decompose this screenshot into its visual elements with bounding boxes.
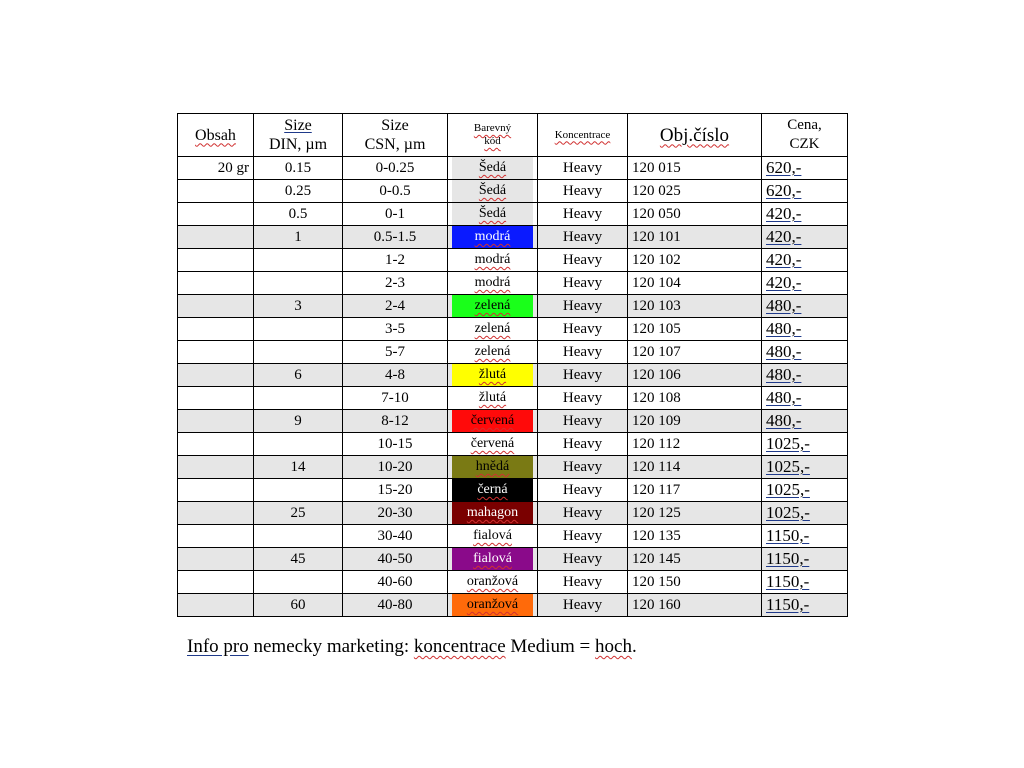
header-cena: Cena, CZK xyxy=(762,114,848,157)
cell-obj-cislo: 120 112 xyxy=(628,433,762,456)
cell-koncentrace: Heavy xyxy=(538,364,628,387)
cell-size-din xyxy=(254,525,343,548)
cell-koncentrace: Heavy xyxy=(538,295,628,318)
cell-obsah xyxy=(178,364,254,387)
cell-cena xyxy=(762,364,848,387)
cell-koncentrace: Heavy xyxy=(538,571,628,594)
cell-color-code xyxy=(448,479,538,502)
color-swatch-label: oranžová xyxy=(452,571,533,593)
header-obsah: Obsah xyxy=(178,114,254,157)
table-row xyxy=(178,295,848,318)
table-row xyxy=(178,180,848,203)
price-value: 1150,- xyxy=(766,595,810,614)
cell-cena xyxy=(762,594,848,617)
cell-size-din xyxy=(254,433,343,456)
cell-obsah xyxy=(178,272,254,295)
color-swatch-label: červená xyxy=(452,410,533,432)
cell-size-csn: 10-20 xyxy=(343,456,448,479)
note-part-5: hoch xyxy=(595,636,632,657)
note-part-3: koncentrace xyxy=(413,636,506,657)
header-size-csn: Size CSN, µm xyxy=(343,114,448,157)
cell-size-csn: 40-50 xyxy=(343,548,448,571)
cell-size-din: 25 xyxy=(254,502,343,525)
cell-color-code xyxy=(448,387,538,410)
color-swatch-label: zelená xyxy=(452,318,533,340)
price-value: 420,- xyxy=(766,204,802,223)
cell-cena xyxy=(762,548,848,571)
cell-cena xyxy=(762,525,848,548)
cell-obj-cislo: 120 101 xyxy=(628,226,762,249)
cell-obj-cislo: 120 145 xyxy=(628,548,762,571)
cell-koncentrace: Heavy xyxy=(538,203,628,226)
cell-koncentrace: Heavy xyxy=(538,341,628,364)
cell-size-csn: 40-80 xyxy=(343,594,448,617)
color-swatch-label: zelená xyxy=(452,341,533,363)
cell-size-csn: 7-10 xyxy=(343,387,448,410)
cell-size-din: 3 xyxy=(254,295,343,318)
cell-obj-cislo: 120 106 xyxy=(628,364,762,387)
cell-koncentrace: Heavy xyxy=(538,433,628,456)
table-row xyxy=(178,226,848,249)
cell-obj-cislo: 120 105 xyxy=(628,318,762,341)
cell-cena xyxy=(762,318,848,341)
cell-obsah xyxy=(178,180,254,203)
cell-size-csn: 20-30 xyxy=(343,502,448,525)
cell-size-csn: 0-0.25 xyxy=(343,157,448,180)
cell-size-csn: 8-12 xyxy=(343,410,448,433)
cell-size-din: 60 xyxy=(254,594,343,617)
cell-koncentrace: Heavy xyxy=(538,456,628,479)
cell-obsah xyxy=(178,548,254,571)
color-swatch-label: fialová xyxy=(452,548,533,570)
cell-color-code xyxy=(448,364,538,387)
cell-obsah xyxy=(178,479,254,502)
cell-obsah xyxy=(178,502,254,525)
cell-cena xyxy=(762,502,848,525)
info-note xyxy=(187,636,637,658)
header-size-din: Size DIN, µm xyxy=(254,114,343,157)
cell-size-csn: 0-0.5 xyxy=(343,180,448,203)
table-row xyxy=(178,272,848,295)
cell-cena xyxy=(762,410,848,433)
cell-obsah xyxy=(178,594,254,617)
cell-size-din: 45 xyxy=(254,548,343,571)
color-swatch-label: fialová xyxy=(452,525,533,547)
color-swatch-label: Šedá xyxy=(452,157,533,179)
cell-size-din: 0.15 xyxy=(254,157,343,180)
table-row xyxy=(178,387,848,410)
price-value: 1025,- xyxy=(766,503,810,522)
cell-obj-cislo: 120 108 xyxy=(628,387,762,410)
color-swatch-label: černá xyxy=(452,479,533,501)
cell-color-code xyxy=(448,456,538,479)
cell-color-code xyxy=(448,295,538,318)
table-row xyxy=(178,318,848,341)
color-swatch-label: oranžová xyxy=(452,594,533,616)
price-value: 1025,- xyxy=(766,434,810,453)
cell-size-din: 6 xyxy=(254,364,343,387)
cell-obsah xyxy=(178,387,254,410)
note-part-6: . xyxy=(631,636,637,657)
table-row xyxy=(178,249,848,272)
cell-color-code xyxy=(448,203,538,226)
cell-obj-cislo: 120 050 xyxy=(628,203,762,226)
cell-koncentrace: Heavy xyxy=(538,272,628,295)
cell-color-code xyxy=(448,157,538,180)
price-value: 480,- xyxy=(766,365,802,384)
note-part-1: Info pro xyxy=(187,636,249,657)
price-value: 420,- xyxy=(766,250,802,269)
cell-obj-cislo: 120 104 xyxy=(628,272,762,295)
cell-cena xyxy=(762,341,848,364)
cell-obj-cislo: 120 025 xyxy=(628,180,762,203)
price-value: 480,- xyxy=(766,342,802,361)
table-row xyxy=(178,594,848,617)
cell-size-din xyxy=(254,479,343,502)
color-swatch-label: žlutá xyxy=(452,364,533,386)
cell-color-code xyxy=(448,594,538,617)
cell-cena xyxy=(762,203,848,226)
price-value: 620,- xyxy=(766,158,802,177)
table-row xyxy=(178,203,848,226)
cell-size-din: 0.5 xyxy=(254,203,343,226)
cell-size-csn: 40-60 xyxy=(343,571,448,594)
cell-size-csn: 30-40 xyxy=(343,525,448,548)
color-swatch-label: modrá xyxy=(452,272,533,294)
cell-koncentrace: Heavy xyxy=(538,594,628,617)
price-value: 1150,- xyxy=(766,526,810,545)
cell-color-code xyxy=(448,272,538,295)
price-value: 1025,- xyxy=(766,480,810,499)
price-value: 480,- xyxy=(766,388,802,407)
cell-color-code xyxy=(448,410,538,433)
cell-size-din: 14 xyxy=(254,456,343,479)
cell-koncentrace: Heavy xyxy=(538,502,628,525)
cell-color-code xyxy=(448,433,538,456)
table-body xyxy=(178,157,848,617)
cell-cena xyxy=(762,295,848,318)
cell-size-csn: 2-3 xyxy=(343,272,448,295)
header-row xyxy=(178,114,848,157)
cell-obj-cislo: 120 109 xyxy=(628,410,762,433)
cell-koncentrace: Heavy xyxy=(538,410,628,433)
cell-koncentrace: Heavy xyxy=(538,226,628,249)
cell-obsah xyxy=(178,249,254,272)
color-swatch-label: modrá xyxy=(452,249,533,271)
cell-obsah xyxy=(178,456,254,479)
cell-color-code xyxy=(448,341,538,364)
cell-koncentrace: Heavy xyxy=(538,548,628,571)
cell-koncentrace: Heavy xyxy=(538,249,628,272)
cell-size-csn: 1-2 xyxy=(343,249,448,272)
cell-cena xyxy=(762,157,848,180)
price-value: 480,- xyxy=(766,411,802,430)
cell-obsah xyxy=(178,410,254,433)
price-value: 620,- xyxy=(766,181,802,200)
cell-color-code xyxy=(448,502,538,525)
cell-color-code xyxy=(448,318,538,341)
cell-koncentrace: Heavy xyxy=(538,180,628,203)
table-row xyxy=(178,364,848,387)
table-row xyxy=(178,479,848,502)
cell-size-din xyxy=(254,249,343,272)
table-row xyxy=(178,456,848,479)
cell-size-csn: 0-1 xyxy=(343,203,448,226)
price-table xyxy=(177,113,848,617)
table-row xyxy=(178,341,848,364)
color-swatch-label: hnědá xyxy=(452,456,533,478)
cell-size-csn: 15-20 xyxy=(343,479,448,502)
cell-obsah xyxy=(178,341,254,364)
cell-cena xyxy=(762,456,848,479)
cell-obj-cislo: 120 103 xyxy=(628,295,762,318)
cell-cena xyxy=(762,571,848,594)
cell-size-din: 1 xyxy=(254,226,343,249)
cell-size-csn: 10-15 xyxy=(343,433,448,456)
cell-size-din xyxy=(254,387,343,410)
cell-koncentrace: Heavy xyxy=(538,318,628,341)
cell-cena xyxy=(762,180,848,203)
note-part-2: nemecky marketing: xyxy=(248,636,414,657)
cell-obsah: 20 gr xyxy=(178,157,254,180)
cell-obj-cislo: 120 125 xyxy=(628,502,762,525)
cell-size-din xyxy=(254,341,343,364)
cell-obsah xyxy=(178,525,254,548)
table-row xyxy=(178,525,848,548)
cell-obsah xyxy=(178,203,254,226)
price-value: 1150,- xyxy=(766,572,810,591)
cell-koncentrace: Heavy xyxy=(538,157,628,180)
table-row xyxy=(178,410,848,433)
color-swatch-label: červená xyxy=(452,433,533,455)
color-swatch-label: žlutá xyxy=(452,387,533,409)
table-row xyxy=(178,502,848,525)
cell-color-code xyxy=(448,226,538,249)
cell-obj-cislo: 120 107 xyxy=(628,341,762,364)
cell-obsah xyxy=(178,433,254,456)
header-obj-cislo: Obj.číslo xyxy=(628,114,762,157)
price-value: 480,- xyxy=(766,319,802,338)
cell-obj-cislo: 120 102 xyxy=(628,249,762,272)
cell-size-din xyxy=(254,272,343,295)
cell-size-din xyxy=(254,318,343,341)
cell-obsah xyxy=(178,226,254,249)
price-value: 420,- xyxy=(766,273,802,292)
cell-cena xyxy=(762,387,848,410)
cell-obj-cislo: 120 117 xyxy=(628,479,762,502)
cell-size-din: 0.25 xyxy=(254,180,343,203)
header-barevny-kod: Barevný kód xyxy=(448,114,538,157)
color-swatch-label: zelená xyxy=(452,295,533,317)
note-part-4: Medium = xyxy=(505,636,596,657)
cell-size-csn: 4-8 xyxy=(343,364,448,387)
cell-color-code xyxy=(448,180,538,203)
color-swatch-label: Šedá xyxy=(452,180,533,202)
cell-size-csn: 2-4 xyxy=(343,295,448,318)
cell-size-csn: 0.5-1.5 xyxy=(343,226,448,249)
cell-obj-cislo: 120 150 xyxy=(628,571,762,594)
cell-color-code xyxy=(448,571,538,594)
cell-obj-cislo: 120 114 xyxy=(628,456,762,479)
color-swatch-label: mahagon xyxy=(452,502,533,524)
cell-size-csn: 3-5 xyxy=(343,318,448,341)
cell-obj-cislo: 120 135 xyxy=(628,525,762,548)
cell-size-din xyxy=(254,571,343,594)
cell-cena xyxy=(762,479,848,502)
header-koncentrace: Koncentrace xyxy=(538,114,628,157)
cell-obj-cislo: 120 015 xyxy=(628,157,762,180)
price-value: 1150,- xyxy=(766,549,810,568)
cell-obj-cislo: 120 160 xyxy=(628,594,762,617)
cell-cena xyxy=(762,249,848,272)
cell-color-code xyxy=(448,525,538,548)
price-value: 1025,- xyxy=(766,457,810,476)
cell-koncentrace: Heavy xyxy=(538,479,628,502)
cell-color-code xyxy=(448,249,538,272)
table-row xyxy=(178,571,848,594)
table-row xyxy=(178,433,848,456)
cell-obsah xyxy=(178,295,254,318)
color-swatch-label: modrá xyxy=(452,226,533,248)
price-value: 480,- xyxy=(766,296,802,315)
table-row xyxy=(178,157,848,180)
cell-koncentrace: Heavy xyxy=(538,387,628,410)
cell-size-csn: 5-7 xyxy=(343,341,448,364)
cell-cena xyxy=(762,272,848,295)
cell-obsah xyxy=(178,318,254,341)
cell-cena xyxy=(762,433,848,456)
cell-color-code xyxy=(448,548,538,571)
table-row xyxy=(178,548,848,571)
cell-size-din: 9 xyxy=(254,410,343,433)
cell-koncentrace: Heavy xyxy=(538,525,628,548)
cell-cena xyxy=(762,226,848,249)
color-swatch-label: Šedá xyxy=(452,203,533,225)
price-value: 420,- xyxy=(766,227,802,246)
cell-obsah xyxy=(178,571,254,594)
